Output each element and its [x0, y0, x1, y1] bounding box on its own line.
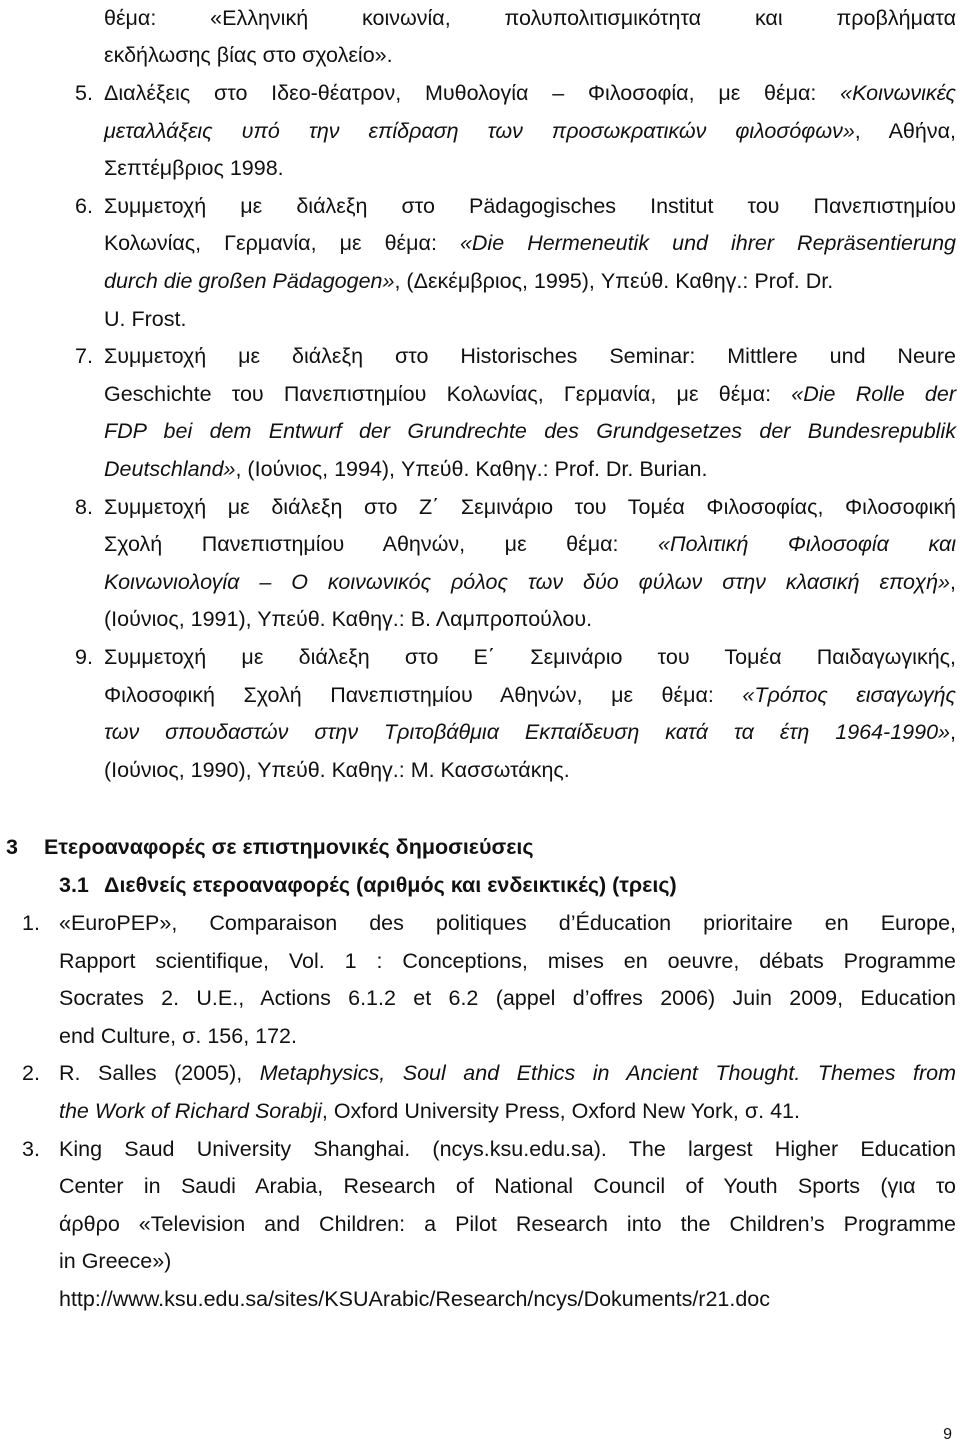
reference-item-line: the Work of Richard Sorabji, Oxford University Press, Oxford New York, σ. 41. — [59, 1099, 800, 1123]
reference-item-line: «EuroPEP», Comparaison des politiques d’Éducation prioritaire en Europe, — [59, 911, 956, 935]
lecture-item-line: Συμμετοχή με διάλεξη στο Pädagogisches Institut του Πανεπιστημίου — [104, 193, 956, 218]
prev-item-line-2: εκδήλωσης βίας στο σχολείο». — [104, 43, 393, 67]
lecture-item-line: Σχολή Πανεπιστημίου Αθηνών, με θέμα: «Πολιτική Φιλοσοφία και — [104, 532, 956, 557]
section-heading: Ετεροαναφορές σε επιστημονικές δημοσιεύσεις — [44, 835, 534, 859]
section-number: 3 — [6, 835, 18, 859]
lecture-item-line: Κολωνίας, Γερμανία, με θέμα: «Die Hermeneutik und ihrer Repräsentierung — [104, 231, 957, 256]
prev-item-line-1: θέμα: «Ελληνική κοινωνία, πολυπολιτισμικότητα και προβλήματα — [104, 6, 956, 30]
lecture-item-line: Deutschland», (Ιούνιος, 1994), Υπεύθ. Καθηγ.: Prof. Dr. Burian. — [104, 457, 708, 481]
lecture-item-number: 5. — [75, 81, 93, 105]
lecture-item-line: Συμμετοχή με διάλεξη στο Ζ΄ Σεμινάριο του Τομέα Φιλοσοφίας, Φιλοσοφική — [104, 494, 956, 519]
lecture-item-number: 9. — [75, 645, 93, 669]
lecture-item-line: (Ιούνιος, 1991), Υπεύθ. Καθηγ.: Β. Λαμπροπούλου. — [104, 607, 593, 632]
lecture-item-line: Κοινωνιολογία – Ο κοινωνικός ρόλος των δύο φύλων στην κλασική εποχή», — [104, 569, 956, 594]
lecture-item-line: Συμμετοχή με διάλεξη στο Ε΄ Σεμινάριο του Τομέα Παιδαγωγικής, — [104, 645, 956, 669]
lecture-item-number: 7. — [75, 344, 93, 369]
lecture-item-line: durch die großen Pädagogen», (Δεκέμβριος, 1995), Υπεύθ. Καθηγ.: Prof. Dr. — [104, 269, 834, 293]
lecture-item-line: U. Frost. — [104, 306, 187, 331]
subsection-heading: Διεθνείς ετεροαναφορές (αριθμός και ενδεικτικές) (τρεις) — [104, 873, 677, 897]
reference-item-number: 3. — [22, 1136, 40, 1161]
reference-item-line: Center in Saudi Arabia, Research of National Council of Youth Sports (για το — [59, 1174, 956, 1199]
page-number: 9 — [943, 1426, 952, 1443]
reference-item-line: R. Salles (2005), Metaphysics, Soul and Ethics in Ancient Thought. Themes from — [59, 1061, 956, 1086]
reference-item-line: http://www.ksu.edu.sa/sites/KSUArabic/Research/ncys/Dokuments/r21.doc — [59, 1287, 771, 1311]
lecture-item-line: FDP bei dem Entwurf der Grundrechte des Grundgesetzes der Bundesrepublik — [104, 419, 956, 444]
lecture-item-line: των σπουδαστών στην Τριτοβάθμια Εκπαίδευση κατά τα έτη 1964-1990», — [104, 720, 956, 745]
lecture-item-line: Σεπτέμβριος 1998. — [104, 156, 284, 181]
subsection-number: 3.1 — [59, 873, 89, 897]
lecture-item-line: Συμμετοχή με διάλεξη στο Historisches Seminar: Mittlere und Neure — [104, 344, 956, 369]
reference-item-number: 1. — [22, 911, 40, 935]
lecture-item-line: Φιλοσοφική Σχολή Πανεπιστημίου Αθηνών, με θέμα: «Τρόπος εισαγωγής — [104, 682, 956, 707]
lecture-item-number: 6. — [75, 193, 93, 218]
reference-item-line: end Culture, σ. 156, 172. — [59, 1023, 297, 1048]
reference-item-line: Rapport scientifique, Vol. 1 : Conceptions, mises en oeuvre, débats Programme — [59, 948, 956, 973]
lecture-item-line: Διαλέξεις στο Ιδεο-θέατρον, Μυθολογία – Φιλοσοφία, με θέμα: «Κοινωνικές — [104, 81, 956, 105]
reference-item-line: King Saud University Shanghai. (ncys.ksu.edu.sa). The largest Higher Education — [59, 1136, 956, 1161]
reference-item-line: in Greece») — [59, 1249, 172, 1274]
reference-item-line: Socrates 2. U.E., Actions 6.1.2 et 6.2 (appel d’offres 2006) Juin 2009, Education — [59, 986, 956, 1011]
reference-item-number: 2. — [22, 1061, 40, 1086]
lecture-item-number: 8. — [75, 494, 93, 519]
reference-item-line: άρθρο «Television and Children: a Pilot Research into the Children’s Programme — [59, 1211, 956, 1236]
lecture-item-line: (Ιούνιος, 1990), Υπεύθ. Καθηγ.: Μ. Κασσωτάκης. — [104, 757, 570, 782]
lecture-item-line: μεταλλάξεις υπό την επίδραση των προσωκρατικών φιλοσόφων», Αθήνα, — [104, 118, 956, 143]
lecture-item-line: Geschichte του Πανεπιστημίου Κολωνίας, Γερμανία, με θέμα: «Die Rolle der — [104, 381, 957, 406]
